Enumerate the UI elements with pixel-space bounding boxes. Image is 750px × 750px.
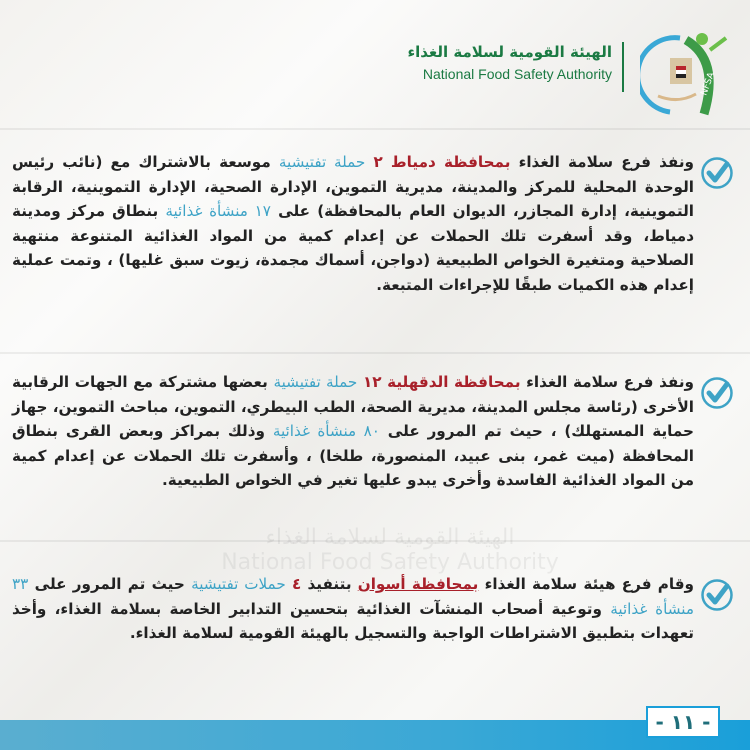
highlight-text: بمحافظة أسوان: [357, 575, 479, 593]
header: [388, 30, 728, 120]
paragraph-text: [12, 370, 694, 493]
body-text: ونفذ فرع سلامة الغذاء: [510, 153, 694, 171]
body-text: بتنفيذ: [301, 575, 358, 593]
body-text: حيث تم المرور على: [28, 575, 192, 593]
highlight-text: بمحافظة دمياط: [390, 153, 511, 171]
check-circle-icon: [700, 578, 734, 612]
footer-bar: [0, 720, 750, 750]
org-name-arabic: الهيئة القومية لسلامة الغذاء: [407, 43, 612, 61]
body-text: وذلك بمراكز وبعض القرى بنطاق المحافظة (ميت غمر، بنى عبيد، المنصورة، طلخا) ، وأسفرت تلك الحملات عن إعدام كمية من المواد الغذائية الفاسدة وأخرى يبدو عليها تغير في الخواص الطبيعية.: [12, 422, 694, 489]
highlight-text: ١٢: [357, 373, 388, 391]
highlight-text: ١٧ منشأة غذائية: [165, 202, 271, 220]
body-text: ونفذ فرع سلامة الغذاء: [520, 373, 694, 391]
paragraph-text: [12, 572, 694, 646]
check-circle-icon: [700, 156, 734, 190]
paragraph-text: [12, 150, 694, 297]
paper-crease: [0, 352, 750, 354]
paper-crease: [0, 128, 750, 130]
body-text: موسعة بالاشتراك مع (نائب رئيس الوحدة المحلية للمركز والمدينة، مديرية التموين، الإدارة الصحية، الإدارة التموينية، الرقابة التموينية، إدارة المجازر، الديوان العام بالمحافظة) على: [12, 153, 695, 220]
highlight-text: ٢: [365, 153, 391, 171]
highlight-text: ٣٣ منشأة غذائية: [12, 575, 695, 618]
svg-text:NFSA: NFSA: [699, 71, 717, 98]
highlight-text: بمحافظة الدقهلية: [387, 373, 521, 391]
paragraph-aswan: [12, 572, 734, 646]
check-circle-icon: [700, 376, 734, 410]
watermark: الهيئة القومية لسلامة الغذاء National Food Safety Authority: [221, 525, 559, 575]
paragraph-dakahlia: [12, 370, 734, 493]
highlight-text: حملة تفتيشية: [273, 373, 358, 391]
nfsa-logo-icon: [640, 30, 728, 120]
paragraph-damietta: [12, 150, 734, 297]
highlight-text: حملات تفتيشية: [191, 575, 286, 593]
page-number: - ١١ -: [646, 706, 720, 738]
body-text: بعضها مشتركة مع الجهات الرقابية الأخرى (رئاسة مجلس المدينة، مديرية الصحة، الطب البيطري، التموين، مباحث التموين، جهاز حماية المستهلك) ، حيث تم المرور على: [12, 373, 694, 440]
org-name-english: National Food Safety Authority: [422, 66, 612, 82]
highlight-text: ٤: [291, 575, 302, 593]
body-text: وقام فرع هيئة سلامة الغذاء: [478, 575, 694, 593]
highlight-text: ٨٠ منشأة غذائية: [272, 422, 380, 440]
header-divider: [622, 42, 624, 92]
body-text: وتوعية أصحاب المنشآت الغذائية بتحسين التدابير الخاصة بسلامة الغذاء، وأخذ تعهدات بتطبيق الاشتراطات الواجبة والتسجيل بالهيئة القومية لسلامة الغذاء.: [12, 599, 694, 642]
body-text: بنطاق مركز ومدينة دمياط، وقد أسفرت تلك الحملات عن إعدام كمية من المواد الغذائية المتنوعة منتهية الصلاحية ومتغيرة الخواص الطبيعية (دواجن، أسماك مجمدة، زيوت سبق غليها) ، وتمت عملية إعدام هذه الكميات طبقًا للإجراءات المتبعة.: [12, 202, 694, 294]
highlight-text: حملة تفتيشية: [278, 153, 366, 171]
